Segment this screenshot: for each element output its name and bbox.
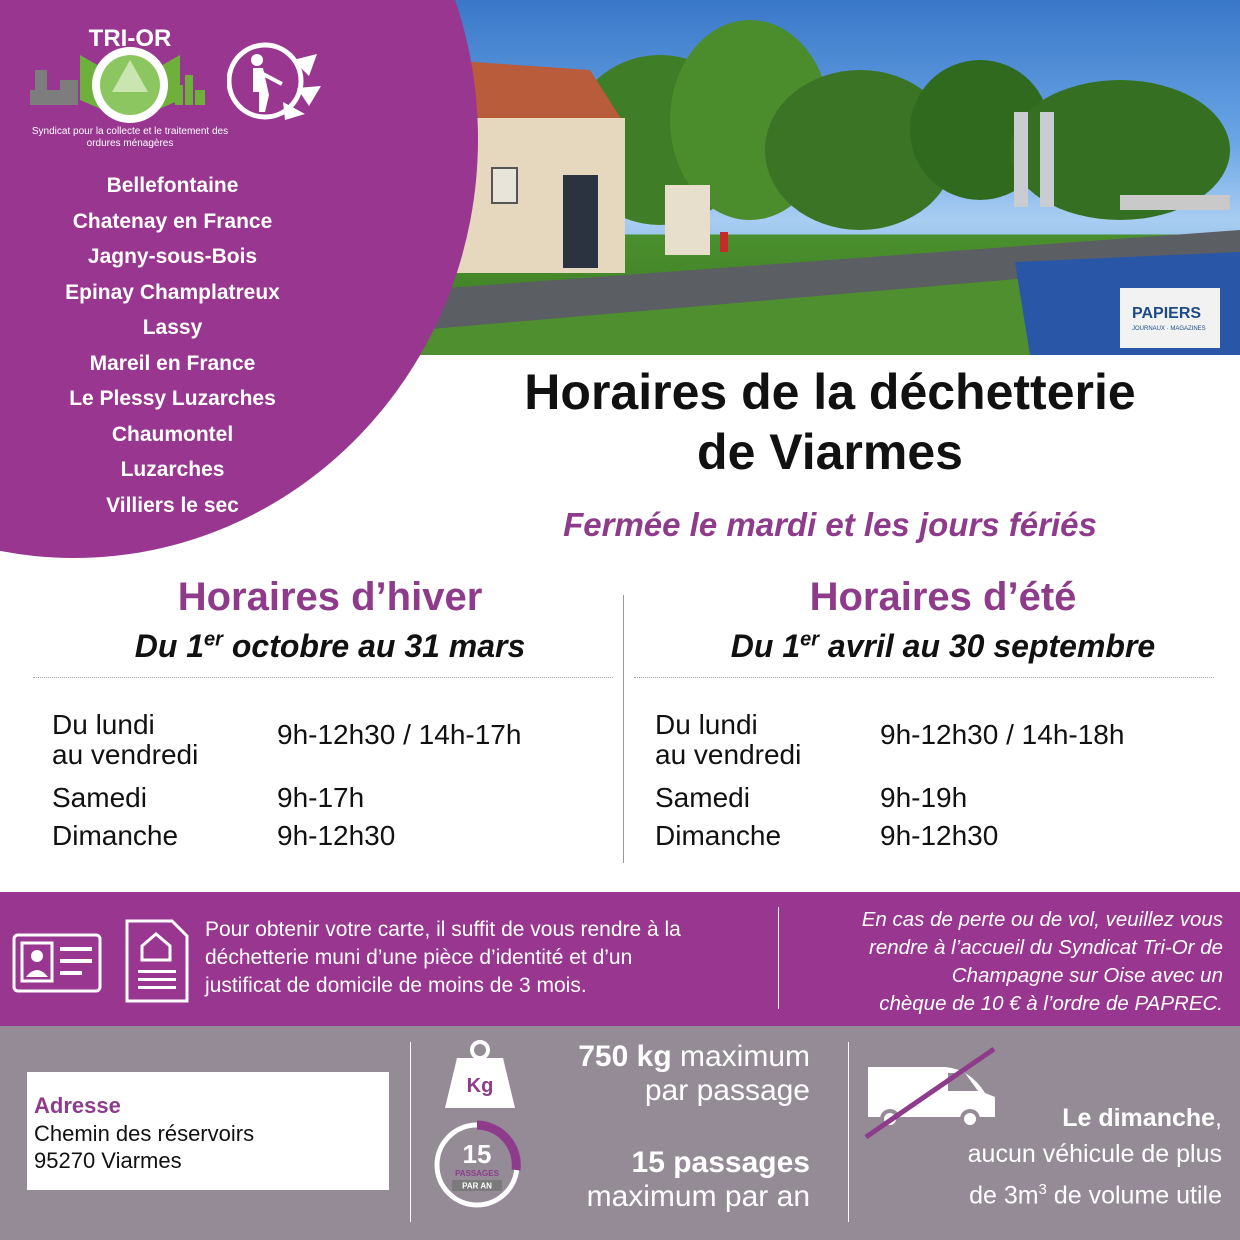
town-item: Bellefontaine <box>106 174 239 197</box>
winter-divider <box>33 677 613 678</box>
closed-notice: Fermée le mardi et les jours fériés <box>563 506 1097 543</box>
title-line-1: Horaires de la déchetterie <box>524 364 1136 420</box>
address-title: Adresse <box>34 1093 121 1118</box>
weight-limit-text: 750 kg maximum par passage <box>578 1040 810 1107</box>
grey-separator-1 <box>410 1042 411 1222</box>
page-title <box>440 362 1220 482</box>
loss-info-text: En cas de perte ou de vol, veuillez vous rendre à l’accueil du Syndicat Tri-Or de Champagne sur Oise avec un chèque de 10 € à l’ordre de PAPREC. <box>861 908 1223 1015</box>
winter-title: Horaires d’hiver <box>177 575 483 619</box>
grey-separator-2 <box>848 1042 849 1222</box>
title-line-2: de Viarmes <box>697 424 963 480</box>
recycling-person-icon <box>227 40 323 122</box>
summer-title: Horaires d’été <box>809 575 1077 619</box>
town-item: Jagny-sous-Bois <box>87 245 258 268</box>
town-item: Villiers le sec <box>106 493 239 517</box>
logo-name: TRI-OR <box>88 25 172 52</box>
towns-list <box>30 168 315 523</box>
address-box <box>27 1072 389 1190</box>
summer-range: Du 1er avril au 30 septembre <box>730 628 1156 664</box>
winter-range: Du 1er octobre au 31 mars <box>134 628 526 664</box>
town-item: Chatenay en France <box>72 209 273 233</box>
passages-limit-text: 15 passages maximum par an <box>586 1146 810 1213</box>
town-item: Lassy <box>142 316 203 339</box>
season-divider <box>623 595 624 863</box>
address-line-1: Chemin des réservoirs <box>34 1121 255 1146</box>
passages-counter-icon <box>430 1118 525 1213</box>
logo-tagline: Syndicat pour la collecte et le traitement des ordures ménagères <box>31 126 229 149</box>
proof-of-address-icon <box>124 918 190 1004</box>
town-item: Epinay Champlatreux <box>65 280 280 304</box>
sunday-vehicle-rule: Le dimanche, aucun véhicule de plus de $3m^3$ de volume utile <box>967 1104 1222 1210</box>
site-photo <box>420 0 1240 355</box>
summer-divider <box>634 677 1214 678</box>
svg-text:PAR AN: PAR AN <box>462 1181 492 1191</box>
card-info-text: Pour obtenir votre carte, il suffit de vous rendre à la déchetterie muni d’une pièce d’identité et d’un justificat de domicile de moins de 3 mois. <box>205 918 681 997</box>
svg-text:Kg: Kg <box>466 1075 494 1097</box>
tri-or-logo <box>30 20 230 130</box>
svg-text:15: 15 <box>462 1139 492 1169</box>
town-item: Mareil en France <box>89 351 256 375</box>
town-item: Luzarches <box>120 458 225 481</box>
address-line-2: 95270 Viarmes <box>34 1148 182 1173</box>
svg-text:PASSAGES: PASSAGES <box>455 1169 499 1178</box>
band-separator <box>778 907 779 1009</box>
container-sublabel: JOURNAUX · MAGAZINES <box>1132 326 1206 332</box>
id-card-icon <box>12 933 102 993</box>
town-item: Chaumontel <box>111 422 234 446</box>
container-label: PAPIERS <box>1132 305 1202 322</box>
town-item: Le Plessy Luzarches <box>69 387 276 410</box>
